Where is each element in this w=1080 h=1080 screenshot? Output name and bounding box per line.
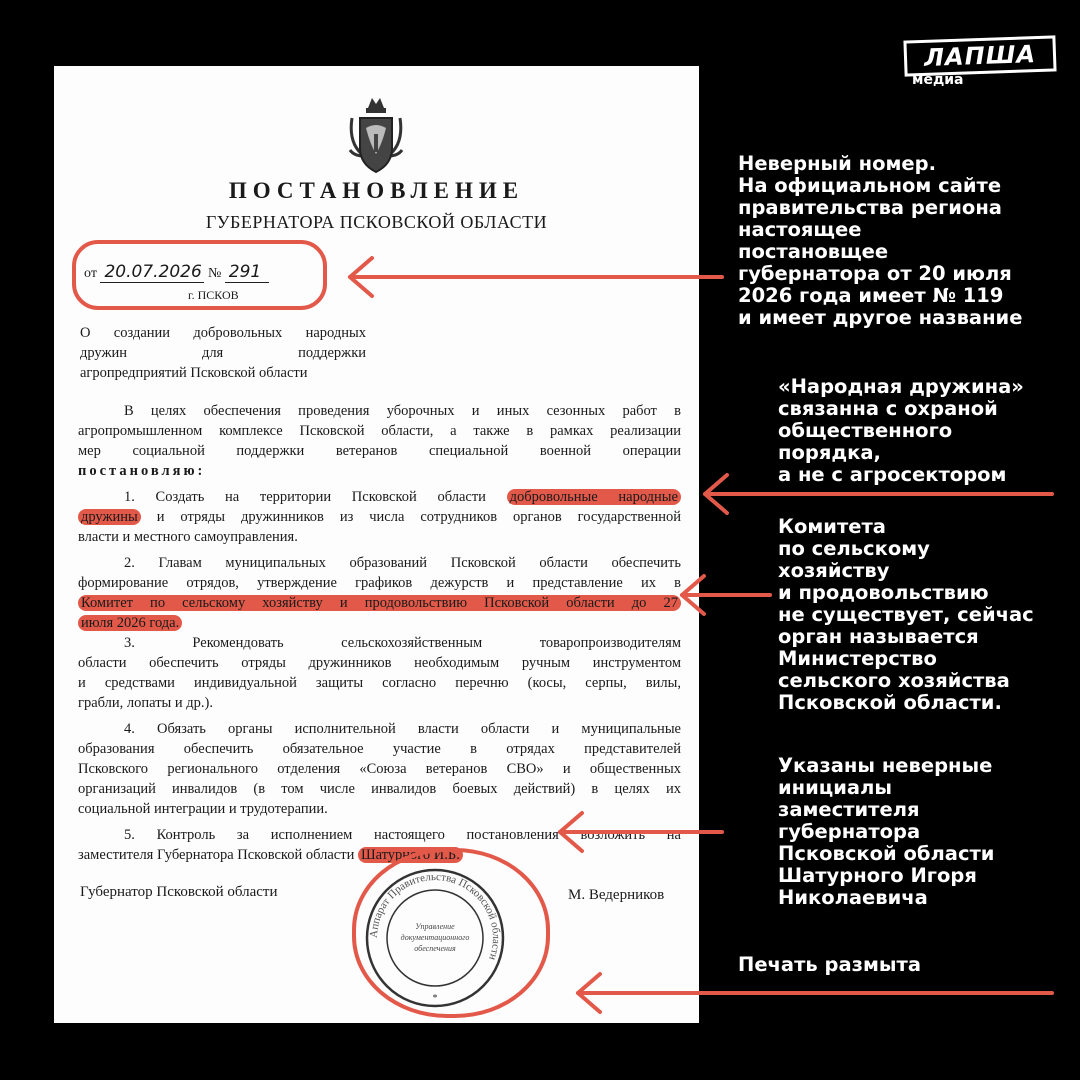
arrow-date: [350, 258, 722, 296]
stamp-outer-text: Аппарат Правительства Псковской области: [367, 870, 503, 962]
signer-title: Губернатор Псковской области: [80, 884, 278, 900]
stamp-inner-text: Управление: [415, 922, 455, 931]
note-line: Николаевича: [778, 886, 928, 909]
p1-text: 1. Создать на территории Псковской области: [124, 489, 507, 505]
p4-line: образования обеспечить обязательное участие в отрядах представителей: [78, 741, 681, 757]
signer-name: М. Ведерников: [568, 887, 665, 903]
note-line: «Народная дружина»: [778, 375, 1024, 398]
preamble-line: агропромышленном комплексе Псковской области, а также в рамках реализации: [78, 423, 681, 439]
logo-sub: медиа: [912, 72, 964, 88]
highlight-committee: Комитет по сельскому хозяйству и продовольствию Псковской области до 27: [78, 595, 681, 611]
highlight-druzhiny: добровольные народные: [507, 489, 681, 505]
p2-line-1: 2. Главам муниципальных образований Псковской области обеспечить: [124, 555, 681, 571]
p3-line: 3. Рекомендовать сельскохозяйственным товаропроизводителям: [124, 635, 681, 651]
p5-text: заместителя Губернатора Псковской области: [78, 847, 358, 863]
p3-line: грабли, лопаты и др.).: [78, 695, 213, 711]
note-line: а не с агросектором: [778, 463, 1007, 486]
document-city: г. ПСКОВ: [188, 288, 239, 302]
arrow-committee: [682, 576, 770, 614]
note-line: губернатора от 20 июля: [738, 262, 1012, 285]
heading-line: О создании добровольных народных: [80, 325, 366, 341]
highlight-deputy: Шатурного И.Б.: [358, 847, 463, 863]
note-line: общественного: [778, 419, 953, 442]
note-line: по сельскому: [778, 537, 930, 560]
highlight-deadline: июля 2026 года.: [78, 615, 182, 631]
document-title: ПОСТАНОВЛЕНИЕ: [228, 178, 525, 203]
heading-line: дружин для поддержки: [80, 345, 366, 361]
note-deputy: [778, 755, 994, 909]
note-line: губернатора: [778, 820, 921, 843]
date-prefix: от: [84, 266, 97, 281]
note-stamp: [738, 954, 921, 976]
svg-text:*: *: [432, 993, 438, 1004]
p4-line: Псковского регионального отделения «Союза ветеранов СВО» и общественных: [78, 761, 681, 777]
note-line: настоящее: [738, 218, 862, 241]
note-line: 2026 года имеет № 119: [738, 284, 1004, 307]
note-line: Печать размыта: [738, 953, 921, 976]
p3-line: и средствами индивидуальной защиты согласно перечню (косы, серпы, вилы,: [78, 675, 681, 691]
p2-line-2: формирование отрядов, утверждение графиков дежурств и представление их в: [78, 575, 681, 591]
number-prefix: №: [207, 266, 222, 281]
note-line: не существует, сейчас: [778, 603, 1034, 626]
note-line: правительства региона: [738, 196, 1002, 219]
p1-line-3: власти и местного самоуправления.: [78, 529, 298, 545]
note-line: хозяйству: [778, 559, 890, 582]
arrow-deputy: [560, 813, 722, 851]
note-line: Указаны неверные: [778, 754, 993, 777]
highlight-druzhiny-2: дружины: [78, 509, 141, 525]
note-line: и имеет другое название: [738, 306, 1023, 329]
note-line: На официальном сайте: [738, 174, 1002, 197]
note-line: порядка,: [778, 441, 881, 464]
note-line: Неверный номер.: [738, 152, 937, 175]
note-line: Министерство: [778, 647, 937, 670]
document-subtitle: ГУБЕРНАТОРА ПСКОВСКОЙ ОБЛАСТИ: [205, 212, 548, 232]
document-date: 20.07.2026: [100, 262, 204, 283]
note-line: Комитета: [778, 515, 886, 538]
p3-line: области обеспечить отряды дружинников необходимым ручным инструментом: [78, 655, 681, 671]
document-number: 291: [225, 262, 269, 283]
note-line: заместителя: [778, 798, 920, 821]
note-line: и продовольствию: [778, 581, 989, 604]
p4-line: социальной интеграции и трудотерапии.: [78, 801, 328, 817]
arrow-stamp: [578, 974, 1052, 1012]
p5-line-1: 5. Контроль за исполнением настоящего постановления возложить на: [124, 827, 681, 843]
note-line: связанна с охраной: [778, 397, 998, 420]
note-line: Шатурного Игоря: [778, 864, 977, 887]
note-wrong-number: [738, 153, 1022, 329]
resolve-word: постановляю:: [78, 463, 206, 479]
heading-line: агропредприятий Псковской области: [80, 365, 308, 381]
preamble-line: мер социальной поддержки ветеранов специальной военной операции: [78, 443, 681, 459]
note-line: орган называется: [778, 625, 979, 648]
logo-main: ЛАПША: [903, 35, 1056, 76]
note-line: Псковской области: [778, 842, 995, 865]
note-line: сельского хозяйства: [778, 669, 1010, 692]
note-line: Псковской области.: [778, 691, 1002, 714]
p4-line: 4. Обязать органы исполнительной власти области и муниципальные: [124, 721, 681, 737]
stamp-inner-text: обеспечения: [414, 944, 456, 953]
stamp-inner-text: документационного: [400, 933, 470, 942]
note-line: инициалы: [778, 776, 892, 799]
note-committee: [778, 516, 1034, 714]
preamble-line: В целях обеспечения проведения уборочных и иных сезонных работ в: [124, 403, 681, 419]
p4-line: организаций инвалидов (в том числе инвалидов боевых действий) в целях их: [78, 781, 681, 797]
note-line: постановщее: [738, 240, 889, 263]
note-druzhina: [778, 376, 1024, 486]
p1-text: и отряды дружинников из числа сотрудников органов государственной: [140, 509, 681, 525]
